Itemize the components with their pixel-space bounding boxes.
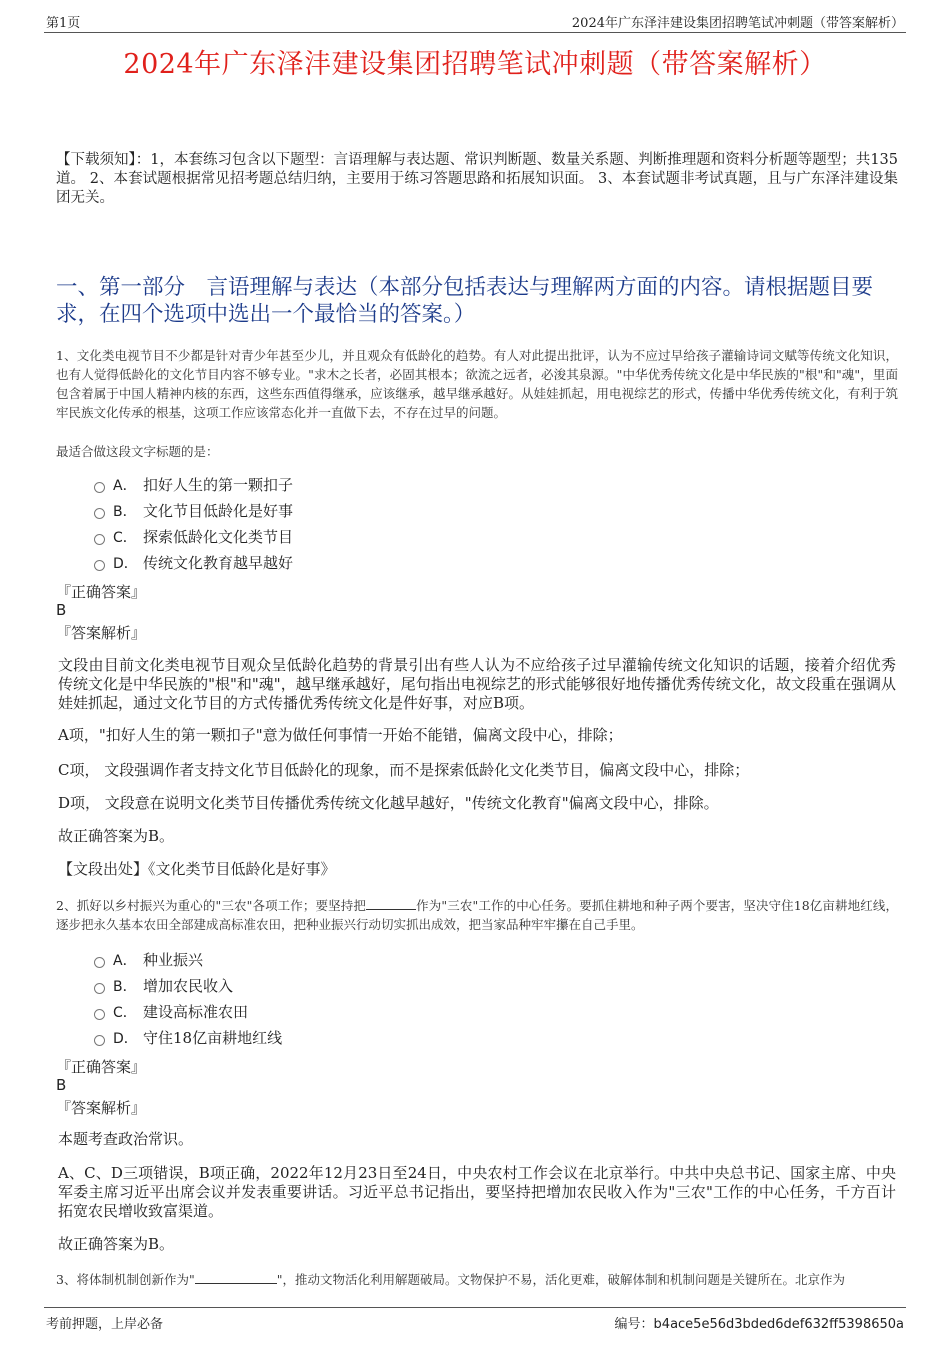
running-title: 2024年广东泽沣建设集团招聘笔试冲刺题（带答案解析）	[571, 16, 904, 31]
q1-option-a[interactable]: A． 扣好人生的第一颗扣子	[94, 475, 293, 496]
q1-analysis-label: 『答案解析』	[56, 624, 147, 642]
question-1-text: 1、文化类电视节目不少都是针对青少年甚至少儿，并且观众有低龄化的趋势。有人对此提出批评，认为不应过早给孩子灌输诗词文赋等传统文化知识，也有人觉得低龄化的文化节目内容不够专业。"求木之长者，必固其根本；欲流之远者，必浚其泉源。"中华优秀传统文化是中华民族的"根"和"魂"，里面包含着属于中国人精神内核的东西，这些东西值得继承，应该继承，越早继承越好。从娃娃抓起，用电视综艺的形式，传播中华优秀传统文化，有利于筑牢民族文化传承的根基，这项工作应该常态化并一直做下去，不存在过早的问题。	[56, 348, 898, 420]
q2-correct-answer-label: 『正确答案』	[56, 1058, 147, 1076]
radio-icon[interactable]	[94, 534, 105, 545]
q1-option-d[interactable]: D． 传统文化教育越早越好	[94, 553, 293, 574]
q2-analysis-detail: A、C、D三项错误，B项正确，2022年12月23日至24日，中央农村工作会议在北京举行。中共中央总书记、国家主席、中央军委主席习近平出席会议并发表重要讲话。习近平总书记指出，要坚持把增加农民收入作为"三农"工作的中心任务，千方百计拓宽农民增收致富渠道。	[58, 1164, 896, 1220]
q2-answer: B	[56, 1076, 67, 1094]
q1-analysis-paragraph: 文段由目前文化类电视节目观众呈低龄化趋势的背景引出有些人认为不应给孩子过早灌输传统文化知识的话题，接着介绍优秀传统文化是中华民族的"根"和"魂"，越早继承越好，尾句指出电视综艺的形式能够很好地传播优秀传统文化，故文段重在强调从娃娃抓起，通过文化节目的方式传播优秀传统文化是件好事，对应B项。	[58, 656, 896, 712]
question-1-prompt: 最适合做这段文字标题的是：	[56, 444, 219, 459]
q1-source: 【文段出处】《文化类节目低龄化是好事》	[58, 860, 336, 878]
download-notice: 【下载须知】：1，本套练习包含以下题型：言语理解与表达题、常识判断题、数量关系题、判断推理题和资料分析题等题型；共135道。 2、本套试题根据常见招考题总结归纳，主要用于练习答题思路和拓展知识面。 3、本套试题非考试真题，且与广东泽沣建设集团无关。	[56, 152, 898, 206]
q1-analysis-d: D项， 文段意在说明文化类节目传播优秀传统文化越早越好，"传统文化教育"偏离文段中心，排除。	[58, 794, 719, 812]
fill-blank	[366, 896, 416, 910]
document-id: 编号：b4ace5e56d3bded6def632ff5398650a	[614, 1317, 904, 1332]
radio-icon[interactable]	[94, 508, 105, 519]
radio-icon[interactable]	[94, 983, 105, 994]
q1-option-c[interactable]: C． 探索低龄化文化类节目	[94, 527, 293, 548]
q1-option-b[interactable]: B． 文化节目低龄化是好事	[94, 501, 293, 522]
q1-answer: B	[56, 601, 67, 619]
q2-analysis-topic: 本题考查政治常识。	[58, 1130, 194, 1148]
radio-icon[interactable]	[94, 482, 105, 493]
q1-correct-answer-label: 『正确答案』	[56, 583, 147, 601]
page-title: 2024年广东泽沣建设集团招聘笔试冲刺题（带答案解析）	[123, 49, 827, 80]
q2-option-a[interactable]: A． 种业振兴	[94, 950, 203, 971]
fill-blank	[195, 1270, 277, 1284]
radio-icon[interactable]	[94, 957, 105, 968]
q2-conclusion: 故正确答案为B。	[58, 1235, 175, 1253]
question-2-text: 2、抓好以乡村振兴为重心的"三农"各项工作；要坚持把 作为"三农"工作的中心任务。要抓住耕地和种子两个要害，坚决守住18亿亩耕地红线，逐步把永久基本农田全部建成高标准农田，把种业振兴行动切实抓出成效，把当家品种牢牢攥在自己手里。	[56, 898, 898, 932]
question-3-text: 3、将体制机制创新作为" "，推动文物活化利用解题破局。文物保护不易，活化更难，破解体制和机制问题是关键所在。北京作为	[56, 1272, 845, 1287]
q2-analysis-label: 『答案解析』	[56, 1099, 147, 1117]
radio-icon[interactable]	[94, 1009, 105, 1020]
q2-option-c[interactable]: C． 建设高标准农田	[94, 1002, 248, 1023]
footer-slogan: 考前押题，上岸必备	[46, 1317, 164, 1332]
q1-analysis-c: C项， 文段强调作者支持文化节目低龄化的现象，而不是探索低龄化文化类节目，偏离文段中心，排除；	[58, 761, 750, 779]
q1-conclusion: 故正确答案为B。	[58, 827, 175, 845]
section-heading: 一、第一部分 言语理解与表达（本部分包括表达与理解两方面的内容。请根据题目要求，在四个选项中选出一个最恰当的答案。）	[56, 275, 874, 327]
q2-option-d[interactable]: D． 守住18亿亩耕地红线	[94, 1028, 282, 1049]
radio-icon[interactable]	[94, 560, 105, 571]
q1-analysis-a: A项，"扣好人生的第一颗扣子"意为做任何事情一开始不能错，偏离文段中心，排除；	[58, 726, 623, 744]
footer-divider	[44, 1307, 906, 1308]
page-number: 第1页	[46, 16, 81, 31]
q2-option-b[interactable]: B． 增加农民收入	[94, 976, 233, 997]
header-divider	[44, 32, 906, 33]
radio-icon[interactable]	[94, 1035, 105, 1046]
